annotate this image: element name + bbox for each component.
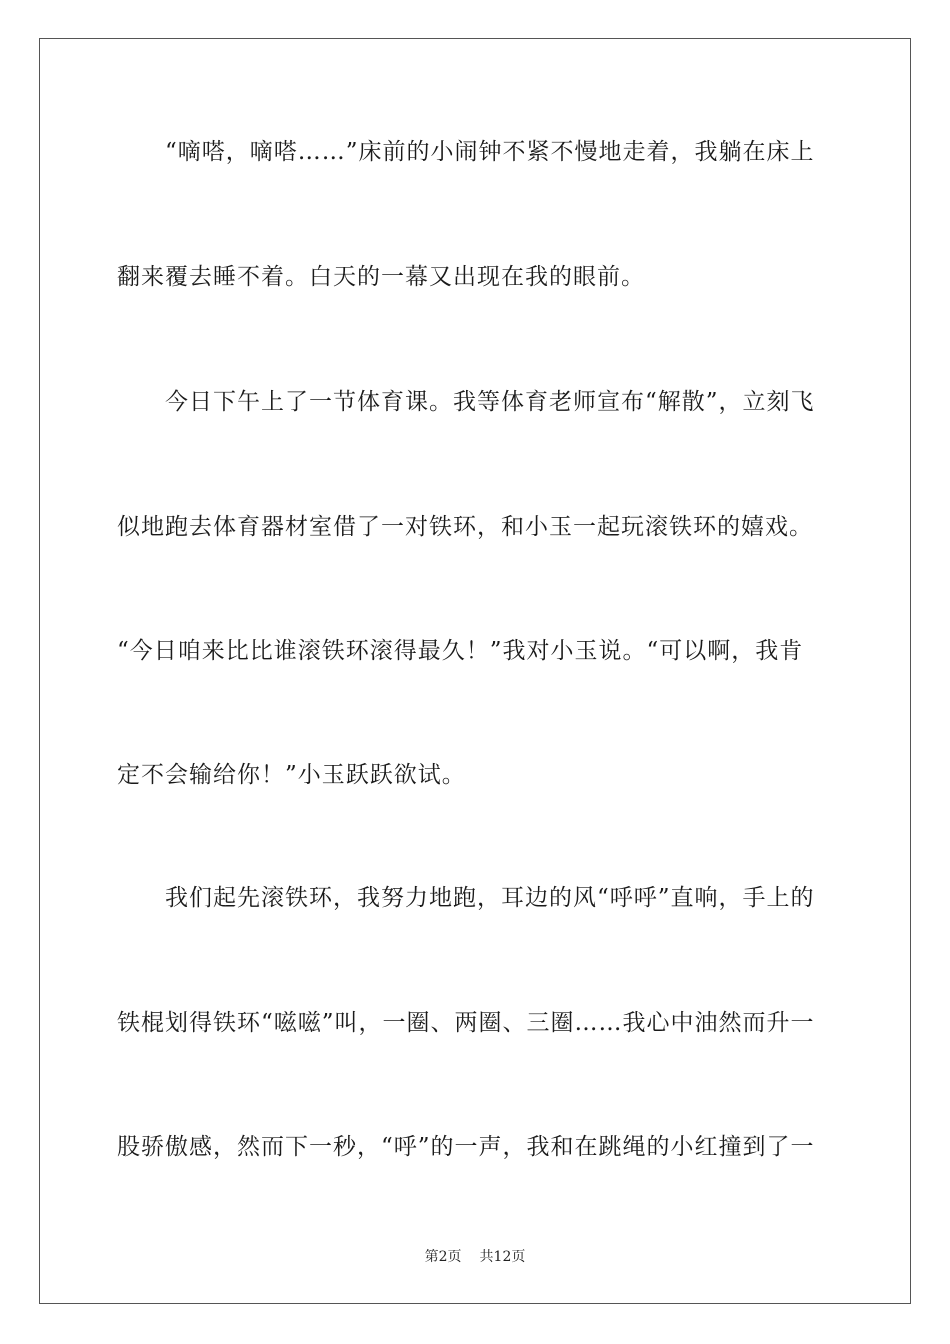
- page-footer: [0, 1246, 950, 1266]
- paragraph-1-line-1: “嘀嗒，嘀嗒……”床前的小闹钟不紧不慢地走着，我躺在床上: [165, 139, 815, 165]
- paragraph-1-line-2: 翻来覆去睡不着。白天的一幕又出现在我的眼前。: [117, 264, 645, 290]
- page-number: 第2页: [424, 1249, 462, 1265]
- paragraph-3-line-2: 铁棍划得铁环“嗞嗞”叫，一圈、两圈、三圈……我心中油然而升一: [117, 1010, 815, 1036]
- paragraph-2-line-3: “今日咱来比比谁滚铁环滚得最久！”我对小玉说。“可以啊，我肯: [117, 638, 804, 664]
- paragraph-2-line-1: 今日下午上了一节体育课。我等体育老师宣布“解散”，立刻飞: [165, 389, 815, 415]
- paragraph-3-line-1: 我们起先滚铁环，我努力地跑，耳边的风“呼呼”直响，手上的: [165, 885, 815, 911]
- page-border: [39, 38, 911, 1304]
- paragraph-2-line-4: 定不会输给你！”小玉跃跃欲试。: [117, 762, 466, 788]
- page-total: 共12页: [479, 1249, 526, 1265]
- paragraph-3-line-3: 股骄傲感，然而下一秒，“呼”的一声，我和在跳绳的小红撞到了一: [117, 1134, 815, 1160]
- paragraph-2-line-2: 似地跑去体育器材室借了一对铁环，和小玉一起玩滚铁环的嬉戏。: [117, 514, 813, 540]
